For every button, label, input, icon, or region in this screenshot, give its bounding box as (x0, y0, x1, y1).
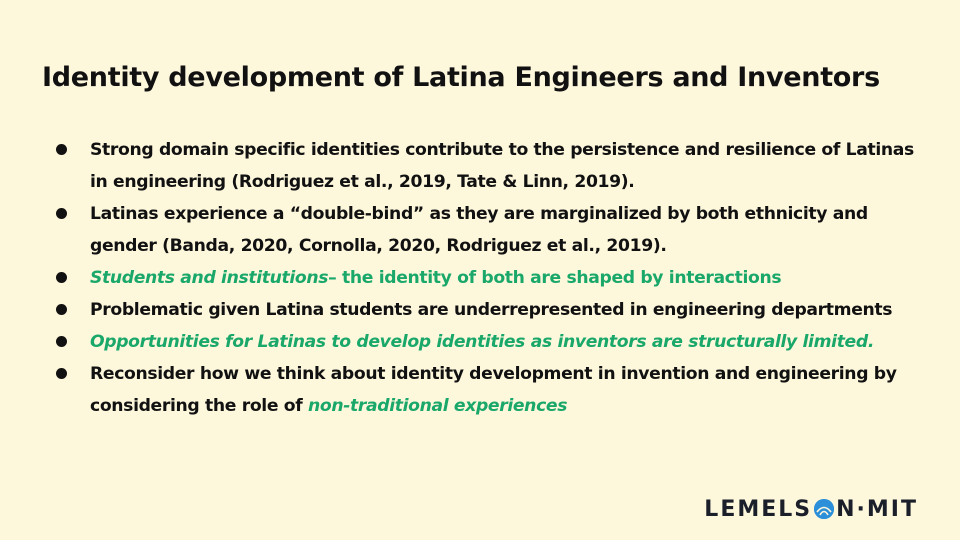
bullet-dot-icon (56, 208, 67, 219)
bullet-text-highlight: Students and institutions (90, 268, 329, 288)
bullet-item (56, 134, 926, 198)
bullet-item (56, 294, 926, 326)
bullet-dot-icon (56, 272, 67, 283)
bullet-text: Reconsider how we think about identity development in invention and engineering by considering the role of (90, 364, 897, 416)
bullet-list (56, 134, 926, 422)
bullet-dot-icon (56, 368, 67, 379)
logo-text-left: LEMELS (704, 496, 813, 522)
logo-globe-icon (814, 499, 834, 519)
bullet-text-highlight: Opportunities for Latinas to develop identities as inventors are structurally limited. (90, 332, 874, 352)
bullet-text: Problematic given Latina students are underrepresented in engineering departments (90, 300, 893, 320)
bullet-item (56, 262, 926, 294)
logo-text-right: N·MIT (836, 496, 918, 522)
bullet-dot-icon (56, 304, 67, 315)
bullet-dot-icon (56, 336, 67, 347)
bullet-item (56, 358, 926, 422)
bullet-item (56, 326, 926, 358)
bullet-item (56, 198, 926, 262)
slide-title: Identity development of Latina Engineers and Inventors (42, 62, 880, 93)
bullet-dot-icon (56, 144, 67, 155)
lemelson-mit-logo (704, 494, 918, 524)
bullet-text-accent: – the identity of both are shaped by interactions (328, 268, 782, 288)
bullet-text: Strong domain specific identities contribute to the persistence and resilience of Latinas in engineering (Rodriguez et al., 2019, Tate & Linn, 2019). (90, 140, 914, 192)
bullet-text: Latinas experience a “double-bind” as they are marginalized by both ethnicity and gender (Banda, 2020, Cornolla, 2020, Rodriguez et al., 2019). (90, 204, 868, 256)
bullet-text-highlight: non-traditional experiences (307, 396, 568, 416)
